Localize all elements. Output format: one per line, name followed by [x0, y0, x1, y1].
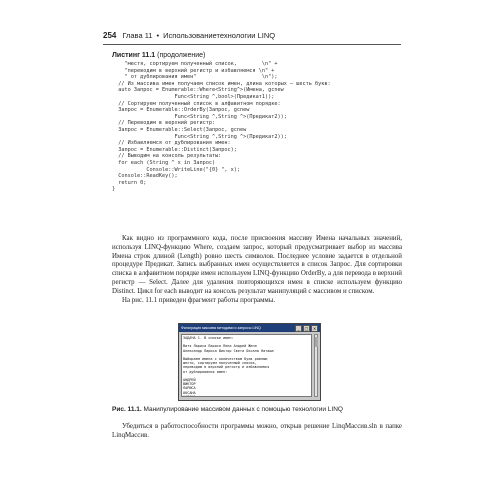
code-line: "переводим в верхний регистр и избавляемся \n" +: [112, 67, 275, 74]
console-output: [181, 334, 312, 397]
page-number: 254: [103, 30, 117, 40]
code-line: // Сортируем полученный список в алфавитном порядке:: [112, 100, 281, 107]
console-scroll-thumb: [315, 337, 318, 347]
figure-caption-label: Рис. 11.1.: [112, 406, 142, 413]
code-line: Func<String ^,String ^>(Предикат2));: [112, 113, 287, 120]
code-line: "местя, сортируем полученный список, \n" +: [112, 61, 278, 67]
figure-caption: [112, 406, 402, 413]
console-line: от дублирования имен:: [183, 369, 228, 374]
figure-console-screenshot: [178, 323, 321, 401]
header-rule: [103, 44, 401, 45]
code-line: Запрос = Enumerable::Distinct(Запрос);: [112, 146, 237, 153]
code-listing: [112, 61, 402, 193]
code-line: // Выводим на консоль результаты:: [112, 153, 222, 160]
console-line: ЛАРИСА: [183, 386, 196, 391]
code-line: Func<String ^,String ^>(Предикат2));: [112, 133, 287, 140]
window-buttons: [295, 325, 318, 332]
paragraph-solution-ref: Убедиться в работоспособности программы можно, открыв решение LinqМассив.sln в папке LinqМассив.: [112, 423, 402, 439]
body-text-closing: [112, 423, 402, 441]
code-line: Запрос = Enumerable::Select(Запрос, gcnew: [112, 126, 247, 133]
code-line: Console::ReadKey();: [112, 173, 178, 180]
code-line: // Из массива имен получаем список имен, длина которых — шесть букв:: [112, 80, 331, 87]
chapter-title: Использованиетехнологии LINQ: [163, 30, 276, 40]
minimize-icon: _: [295, 325, 302, 332]
close-icon: ×: [312, 325, 317, 331]
code-line: auto Запрос = Enumerable::Where<String^>(Имена, gcnew: [112, 87, 284, 94]
listing-number: Листинг 11.1: [112, 52, 156, 59]
listing-continued: (продолжение): [155, 52, 206, 59]
console-line: переводим в верхний регистр и избавляемся: [183, 365, 270, 370]
paragraph-explanation: Как видно из программного кода, после присвоения массиву Имена начальных значений, используя LINQ-функцию Where, создаем запрос, который предусматривает выбор из массива Имена строк длиной (Length) ровно шесть символов. Последнее условие задается в отдельной процедуре Предикат. Запись выбранных имен осуществляется в список Запрос. Для сортировки списка в алфавитном порядке имен используем LINQ-функцию OrderBy, а для перевода в верхний регистр — Select. Далее для удаления повторяющихся имен в списке используем функцию Distinct. Цикл for each выводит на консоль результат манипуляций с массивом и списком.: [112, 235, 402, 295]
paragraph-figure-ref: На рис. 11.1 приведен фрагмент работы программы.: [122, 296, 276, 304]
listing-title: [112, 52, 205, 59]
console-line: Александр Лариса Виктор Света Оксана Наташа: [183, 348, 274, 353]
console-line: АНДРЕЙ: [183, 377, 196, 382]
console-line: НАТАША: [183, 394, 196, 397]
code-line: for each (String ^ x in Запрос): [112, 159, 216, 166]
console-line: Выбираем имена с количеством букв равным: [183, 356, 268, 361]
running-header: [103, 28, 401, 42]
console-line: Витя Лариса Лариса Лена Андрей Женя: [183, 344, 257, 349]
code-line: Func<String ^,bool>(Предикат1));: [112, 93, 275, 100]
console-window-title: Фильтрация массива методами и запросы LINQ: [181, 326, 261, 330]
code-line: Console::WriteLine("{0} ", x);: [112, 166, 241, 173]
code-line: Запрос = Enumerable::OrderBy(Запрос, gcnew: [112, 107, 250, 114]
code-line: }: [112, 186, 116, 193]
chapter-label: Глава 11: [122, 30, 153, 40]
console-line: ВИКТОР: [183, 382, 196, 387]
code-line: return 0;: [112, 179, 147, 186]
code-line: // Переводим в верхний регистр:: [112, 120, 216, 127]
console-line: ОКСАНА: [183, 390, 196, 395]
console-line: ЗАДАЧА 1. В списке имен:: [183, 336, 234, 340]
console-line: шести, сортируем полученный список,: [183, 361, 257, 366]
code-line: " от дублирования имен" \n");: [112, 74, 278, 81]
body-text-main: [112, 235, 402, 305]
figure-caption-text: Манипулирование массивом данных с помощью технологии LINQ: [141, 406, 343, 413]
maximize-icon: □: [304, 325, 309, 331]
console-titlebar: [179, 324, 320, 332]
console-scrollbar: [314, 334, 318, 397]
header-bullet: •: [156, 30, 160, 40]
code-line: // Избавляемся от дублирования имен:: [112, 140, 231, 147]
